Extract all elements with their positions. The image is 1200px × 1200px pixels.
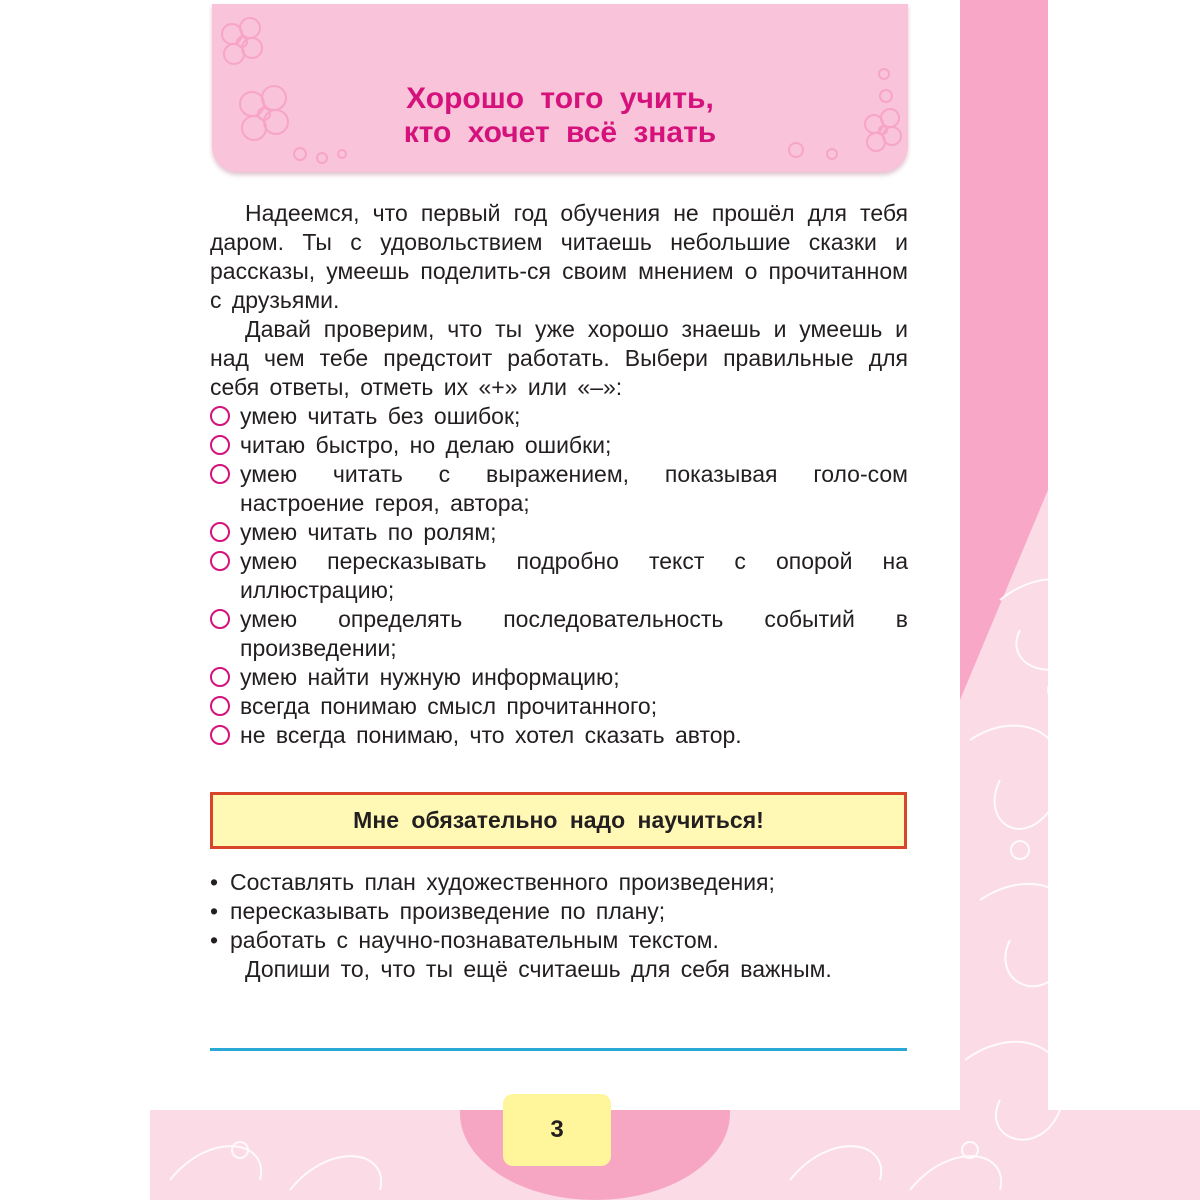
- skill-item: • пересказывать произведение по плану;: [210, 897, 908, 926]
- floral-ornament: [960, 520, 1200, 1200]
- answer-circle[interactable]: [210, 406, 230, 426]
- check-item: умею читать без ошибок;: [210, 402, 908, 431]
- intro-text: [210, 199, 908, 750]
- check-item: умею пересказывать подробно текст с опорой на иллюстрацию;: [210, 547, 908, 605]
- answer-circle[interactable]: [210, 696, 230, 716]
- answer-circle[interactable]: [210, 667, 230, 687]
- intro-paragraph-1: Надеемся, что первый год обучения не прошёл для тебя даром. Ты с удовольствием читаешь небольшие сказки и рассказы, умеешь поделить-ся своим мнением о прочитанном с друзьями.: [210, 200, 908, 313]
- check-item: всегда понимаю смысл прочитанного;: [210, 692, 908, 721]
- skill-item: • работать с научно-познавательным текстом.: [210, 926, 908, 955]
- answer-circle[interactable]: [210, 435, 230, 455]
- skills-list: [210, 868, 908, 955]
- must-learn-notice: Мне обязательно надо научиться!: [210, 792, 907, 849]
- answer-circle[interactable]: [210, 725, 230, 745]
- self-check-list: [210, 402, 908, 750]
- closing-paragraph: Допиши то, что ты ещё считаешь для себя важным.: [245, 956, 832, 982]
- title-line-2: кто хочет всё знать: [403, 116, 717, 149]
- answer-circle[interactable]: [210, 551, 230, 571]
- page-title: [212, 82, 908, 150]
- check-item: не всегда понимаю, что хотел сказать автор.: [210, 721, 908, 750]
- check-item: умею читать с выражением, показывая голо-сом настроение героя, автора;: [210, 460, 908, 518]
- intro-paragraph-2: Давай проверим, что ты уже хорошо знаешь и умеешь и над чем тебе предстоит работать. Выбери правильные для себя ответы, отметь их «+» или «–»:: [210, 316, 908, 400]
- check-item: умею определять последовательность событий в произведении;: [210, 605, 908, 663]
- check-item: умею читать по ролям;: [210, 518, 908, 547]
- check-item: умею найти нужную информацию;: [210, 663, 908, 692]
- answer-circle[interactable]: [210, 464, 230, 484]
- title-line-1: Хорошо того учить,: [406, 82, 714, 115]
- title-banner: [212, 4, 908, 172]
- skills-text: [210, 868, 908, 984]
- answer-circle[interactable]: [210, 609, 230, 629]
- floral-ornament-bottom: [150, 1110, 1200, 1200]
- answer-circle[interactable]: [210, 522, 230, 542]
- skill-item: • Составлять план художественного произведения;: [210, 868, 908, 897]
- check-item: читаю быстро, но делаю ошибки;: [210, 431, 908, 460]
- page-number: 3: [503, 1094, 611, 1166]
- answer-line: [210, 1048, 907, 1051]
